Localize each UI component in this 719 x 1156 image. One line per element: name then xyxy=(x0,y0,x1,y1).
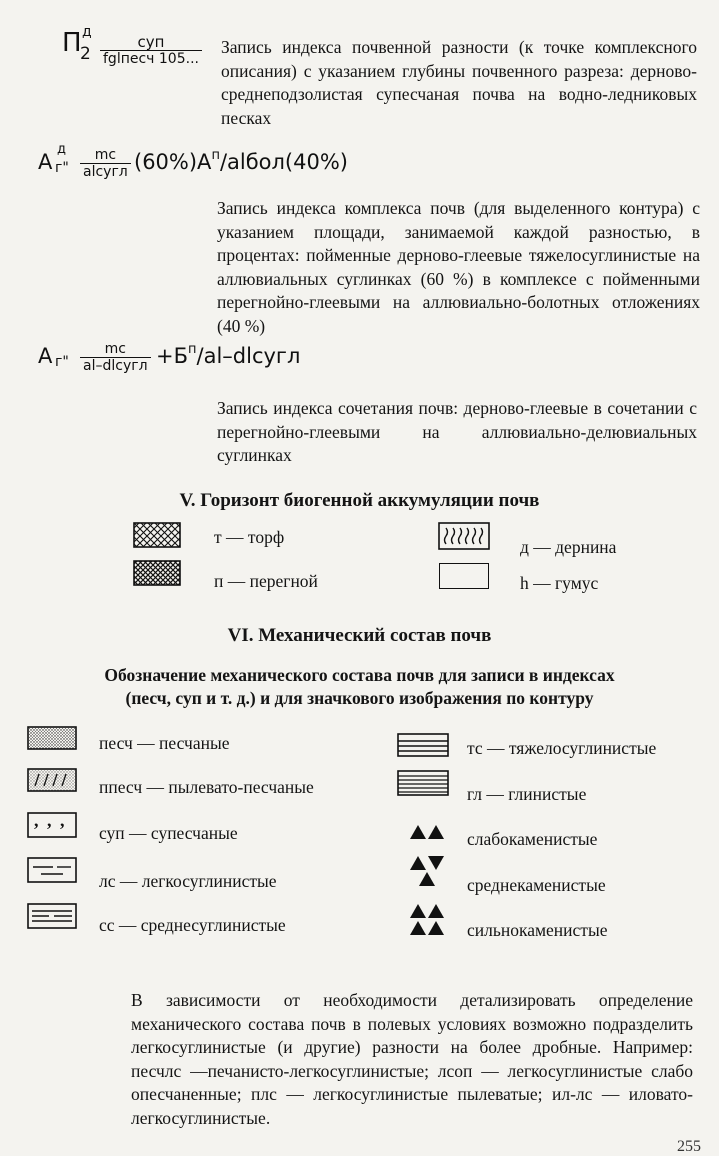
slabokam-label: слабокаменистые xyxy=(467,829,598,849)
silnokam-label: сильнокаменистые xyxy=(467,920,608,940)
ss-label: сс — среднесуглинистые xyxy=(99,915,286,935)
pesch-symbol xyxy=(27,726,77,750)
stone-6-icon xyxy=(410,904,426,918)
formula-1-fraction xyxy=(100,34,202,68)
ts-symbol xyxy=(397,733,449,757)
section-5-title: V. Горизонт биогенной аккумуляции почв xyxy=(179,490,540,511)
peregnoy-symbol xyxy=(133,560,181,586)
formula-1-denominator: fglпесч 105... xyxy=(100,50,202,68)
gumus-symbol xyxy=(439,563,489,589)
dernina-symbol xyxy=(438,522,490,550)
formula-3-main: А xyxy=(38,344,53,368)
svg-text:,: , xyxy=(34,812,39,830)
page-number: 255 xyxy=(677,1138,701,1155)
stone-9-icon xyxy=(428,921,444,935)
section-6-subtitle-2: (песч, суп и т. д.) и для значкового изображения по контуру xyxy=(125,688,594,708)
formula-2-fraction xyxy=(80,147,131,181)
section-6-title: VI. Механический состав почв xyxy=(227,625,492,646)
formula-3-numerator: mc xyxy=(104,341,126,357)
sup-label: суп — супесчаные xyxy=(99,823,238,843)
formula-2-denominator: alсугл xyxy=(80,163,131,181)
ts-label: тс — тяжелосуглинистые xyxy=(467,738,657,758)
gl-symbol xyxy=(397,770,449,796)
formula-2-sup: д xyxy=(57,142,66,157)
gumus-label: h — гумус xyxy=(520,573,599,593)
ss-symbol xyxy=(27,903,77,929)
formula-3-sub: г" xyxy=(55,354,69,370)
stone-8-icon xyxy=(410,921,426,935)
closing-paragraph: В зависимости от необходимости детализировать определение механического состава почв в полевых условиях возможно подразделить легкосуглинистые (и другие) разности на более дробные. Например: песчлс —печанисто-легкосуглинистые; лсоп — легкосуглинистые слабо опесчаненные; плс — легкосуглинистые пылеватые; ил-лс — иловато-легкосуглинистые. xyxy=(131,990,693,1128)
formula-2-rest: $(60\%)А^п/alбол(40\%)$ xyxy=(134,148,348,174)
ppesch-symbol xyxy=(27,768,77,792)
stone-3-icon xyxy=(410,856,426,870)
formula-2-description: Запись индекса комплекса почв (для выделенного контура) с указанием площади, занимаемой каждой разностью, в процентах: пойменные дерново-глеевые тяжелосуглинистые на аллювиальных суглинках (60 %) в комплексе с пойменными перегнойно-глеевыми на аллювиально-болотных отложениях (40 %) xyxy=(217,198,700,336)
ls-label: лс — легкосуглинистые xyxy=(99,871,277,891)
ls-symbol xyxy=(27,857,77,883)
dernina-label: д — дернина xyxy=(520,537,617,557)
formula-1-description: Запись индекса почвенной разности (к точке комплексного описания) с указанием глубины почвенного разреза: дерново-среднеподзолистая супесчаная почва на водно-ледниковых песках xyxy=(221,37,697,128)
srednekam-label: среднекаменистые xyxy=(467,875,606,895)
torf-symbol xyxy=(133,522,181,548)
formula-1-main: П xyxy=(62,28,82,58)
peregnoy-label: п — перегной xyxy=(214,571,318,591)
stone-1-icon xyxy=(410,825,426,839)
formula-2-numerator: mc xyxy=(94,147,117,163)
stone-7-icon xyxy=(428,904,444,918)
gl-label: гл — глинистые xyxy=(467,784,587,804)
pesch-label: песч — песчаные xyxy=(99,733,230,753)
stone-4-icon xyxy=(428,856,444,870)
formula-3-fraction xyxy=(80,341,151,375)
formula-1-sup: д xyxy=(82,24,92,40)
svg-text:,: , xyxy=(47,812,52,830)
formula-3-denominator: al–dlсугл xyxy=(80,357,151,375)
formula-2-sub: г" xyxy=(55,160,69,176)
formula-3-description: Запись индекса сочетания почв: дерново-глеевые в сочетании с перегнойно-глеевыми на аллювиально-делювиальных суглинках xyxy=(217,398,697,465)
ppesch-label: ппесч — пылевато-песчаные xyxy=(99,777,314,797)
formula-2-main: А xyxy=(38,150,53,174)
formula-1-sub: 2 xyxy=(80,44,91,64)
stone-5-icon xyxy=(419,872,435,886)
formula-3-rest: $+Б^п/al$–dlсугл xyxy=(156,342,301,368)
sup-symbol xyxy=(27,812,77,838)
stone-2-icon xyxy=(428,825,444,839)
torf-label: т — торф xyxy=(214,527,285,547)
formula-1-numerator: суп xyxy=(137,33,165,51)
svg-text:,: , xyxy=(60,812,65,830)
section-6-subtitle-1: Обозначение механического состава почв для записи в индексах xyxy=(104,665,615,685)
